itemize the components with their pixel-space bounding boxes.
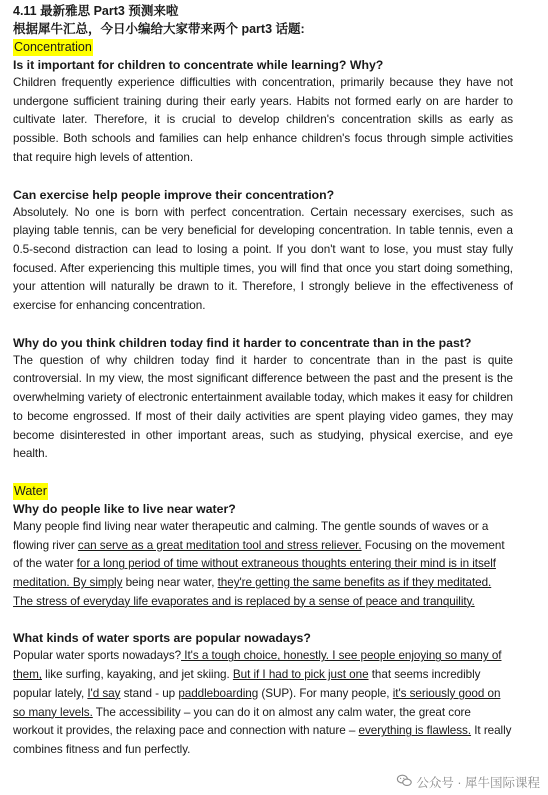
underlined-phrase: they're getting the same benefits as if they meditated. The stress of everyday life evaporates and is replaced by a sense of peace and tranquility. — [13, 576, 492, 608]
answer-text: Many people find living near water therapeutic and calming. The gentle sounds of waves or a flowing river — [13, 519, 489, 552]
topic-heading: Water — [14, 483, 47, 498]
underlined-phrase: can serve as a great meditation tool and stress reliever. — [77, 538, 362, 552]
watermark — [396, 772, 540, 792]
answer-text: Popular water sports nowadays? — [13, 649, 182, 663]
underlined-phrase: it's seriously good on so many levels. — [13, 686, 501, 719]
answer: Children frequently experience difficulties with concentration, primarily because they have not undergone sufficient training during their early years. Habits not formed early on are harder to cultivate later. Therefore, it is crucial to develop children's concentration skills as early as possible. Both schools and families can help enhance children's focus through simple activities that require high levels of attention. — [13, 76, 513, 164]
answer-text: that seems incredibly popular lately, — [13, 668, 481, 700]
answer-text: (SUP). For many people, — [258, 686, 393, 700]
watermark-text: 公众号 · 犀牛国际课程 — [416, 776, 540, 790]
topic-section-water — [13, 482, 513, 760]
answer: The question of why children today find it harder to concentrate than in the past is quite controversial. In my view, the most significant difference between the past and the present is the overwhelming variety of electronic entertainment available today, which makes it easy for children to become engrossed. If most of their daily activities are spent playing video games, they may become disinterested in other important areas, such as studying, physical exercise, and eye health. — [13, 353, 513, 461]
answer-text: Focusing on the movement of the water — [13, 538, 505, 571]
underlined-phrase: It's a tough choice, honestly. I see people enjoying so many of them, — [13, 649, 502, 682]
question: Can exercise help people improve their concentration? — [13, 187, 335, 202]
page-subtitle: 根据犀牛汇总，今日小编给大家带来两个 part3 话题: — [13, 22, 305, 36]
underlined-phrase: for a long period of time without extraneous thoughts entering their mind is in itself meditation. By simply — [13, 557, 496, 590]
underlined-phrase: paddleboarding — [178, 686, 259, 700]
question: Why do you think children today find it harder to concentrate than in the past? — [13, 335, 472, 350]
topic-heading: Concentration — [14, 40, 92, 54]
answer-text: being near water, — [122, 576, 218, 590]
page-title: 4.11 最新雅思 Part3 预测来啦 — [13, 4, 179, 18]
wechat-icon — [396, 772, 413, 792]
answer-text: like surfing, kayaking, and jet skiing. — [41, 668, 233, 682]
answer — [13, 647, 513, 759]
underlined-phrase: But if I had to pick just one — [232, 668, 369, 682]
question: What kinds of water sports are popular nowadays? — [13, 631, 311, 646]
underlined-phrase: I'd say — [87, 686, 121, 700]
topic-section-concentration — [13, 38, 513, 464]
document — [13, 2, 513, 760]
question: Is it important for children to concentrate while learning? Why? — [13, 58, 384, 72]
question: Why do people like to live near water? — [13, 501, 236, 516]
answer-text: The accessibility – you can do it on almost any calm water, the great core workout it provides, the relaxing pace and connection with nature – — [13, 705, 471, 738]
answer-text: stand - up — [120, 686, 179, 700]
answer — [13, 518, 513, 612]
answer: Absolutely. No one is born with perfect concentration. Certain necessary exercises, such as playing table tennis, can be very beneficial for developing concentration. In table tennis, even a 0.5-second distraction can lead to losing a point. If you don't want to lose, you must stay fully focused. After experiencing this multiple times, you will find that once you start doing something, your attention will naturally be drawn to it. Therefore, I strongly believe in the effectiveness of exercise for enhancing concentration. — [13, 205, 513, 313]
underlined-phrase: everything is flawless. — [358, 724, 472, 738]
answer-text: It really combines fitness and fun perfectly. — [13, 724, 512, 756]
